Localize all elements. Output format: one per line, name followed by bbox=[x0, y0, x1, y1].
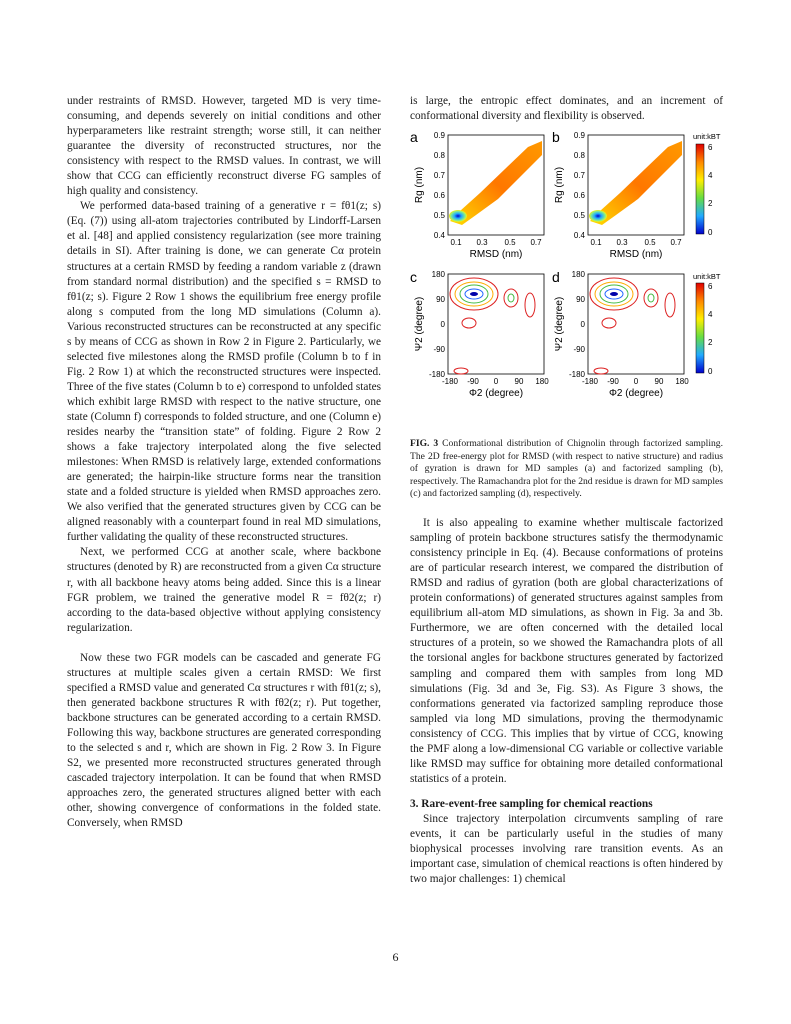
tick: 0 bbox=[708, 228, 713, 238]
tick: 0.3 bbox=[476, 238, 488, 248]
panel-d-y-ticks bbox=[569, 270, 586, 379]
panel-a-x-ticks bbox=[450, 238, 542, 247]
panel-c-y-label: Ψ2 (degree) bbox=[414, 296, 425, 352]
tick: 90 bbox=[576, 295, 585, 305]
tick: 4 bbox=[708, 310, 713, 320]
tick: 0.4 bbox=[573, 231, 585, 241]
caption-text: Conformational distribution of Chignolin through factorized sampling. The 2D free-energy plot for RMSD (with respect to native structure) and radius of gyration is drawn for MD samples (a) and factorized sampling (b), respectively. The Ramachandra plot for the 2nd residue is drawn for MD samples (c) and factorized sampling (d), respectively. bbox=[410, 438, 723, 500]
panel-b-y-label: Rg (nm) bbox=[554, 167, 565, 204]
panel-d-y-label: Ψ2 (degree) bbox=[554, 296, 565, 352]
panel-d-plot bbox=[588, 274, 684, 374]
panel-c-y-ticks bbox=[429, 270, 446, 379]
right-paragraph-2: It is also appealing to examine whether multiscale factorized sampling of protein backbone structures satisfy the thermodynamic consistency principle in Eq. (4). Because conformations of proteins are of particular research interest, we compared the distribution of RMSD and radius of gyration (both are global characterizations of protein conformations) of generated structures against samples from equilibrium all-atom MD simulations, as shown in Fig. 3a and 3b. Furthermore, we are often concerned with the detailed local structures of a protein, so we showed the Ramachandra plots of all the torsional angles for backbone structures generated by factorized sampling and compared them with samples from long MD simulations (Fig. 3d and 3e, Fig. S3). As Figure 3 shows, the conformations generated via factorized sampling reproduce those sampled via long MD simulations, proving the thermodynamic consistency of CCG. This implies that by virtue of CCG, knowing the PMF along a low-dimensional CG variable or collective variable like RMSD may suffice for obtaining more detailed conformational statistics of a protein. bbox=[410, 517, 723, 785]
tick: 0.8 bbox=[573, 151, 585, 161]
panel-c-plot bbox=[448, 274, 544, 374]
tick: 2 bbox=[708, 338, 713, 348]
tick: 90 bbox=[514, 377, 524, 387]
tick: 0 bbox=[633, 377, 639, 387]
tick: 0.5 bbox=[433, 211, 445, 221]
tick: 4 bbox=[708, 171, 713, 181]
tick: -90 bbox=[433, 345, 445, 355]
tick: 90 bbox=[436, 295, 445, 305]
tick: 0 bbox=[440, 320, 445, 330]
tick: 6 bbox=[708, 282, 713, 292]
tick: 0.5 bbox=[504, 238, 516, 248]
tick: 0 bbox=[708, 367, 713, 377]
left-paragraph-2: We performed data-based training of a generative r = fθ1(z; s) (Eq. (7)) using all-atom trajectories contributed by Lindorff-Larsen et al. [48] and applied consistency regularization (see more training details in SI). After training is done, we can generate Cα protein structures at a certain RMSD by feeding a random variable z (drawn from standard normal distribution) and the specified s = RMSD to fθ1(z; s). Figure 2 Row 1 shows the equilibrium free energy profile along s computed from the long MD simulations (Column a). Various reconstructed structures can be reconstructed at any specific s by means of CCG as shown in Row 2 in Figure 2. Particularly, we selected five milestones along the RMSD profile (Column b to f in Fig. 2 Row 1) at which the reconstructed structures were inspected. Three of the five states (Column b to e) correspond to unfolded states which exhibit large RMSD with respect to the native structure, one state (Column f) corresponds to folded structure, and one (Column e) resides nearby the “transition state” of folding. Figure 2 Row 2 shows a fake trajectory interpolated along the five selected milestones: When RMSD is relatively large, extended conformations are generated; the hairpin-like structure forms near the transition state and a folded structure is yielded when RMSD approaches zero. We also verified that the generated structures given by CCG can be aligned reasonably with a counterpart found in real MD simulations, further validating the quality of these reconstructed structures. bbox=[67, 200, 381, 544]
panel-c-x-label: Φ2 (degree) bbox=[468, 388, 524, 400]
tick: -90 bbox=[573, 345, 585, 355]
tick: 0.4 bbox=[433, 231, 445, 241]
tick: 0.7 bbox=[573, 171, 585, 181]
tick: 0.1 bbox=[450, 238, 462, 248]
colorbar-unit-top: unit:kBT bbox=[693, 132, 721, 142]
left-column bbox=[67, 94, 381, 831]
panel-label-d: d bbox=[552, 269, 560, 286]
right-paragraph-3: Since trajectory interpolation circumvents sampling of rare events, it can be particularly useful in the studies of many biophysical processes involving rare transition events. As an important case, simulation of chemical reactions is often hindered by two major challenges: 1) chemical bbox=[410, 812, 723, 886]
right-column bbox=[410, 94, 723, 887]
right-paragraph-1: is large, the entropic effect dominates, and an increment of conformational diversity and flexibility is observed. bbox=[410, 95, 723, 123]
panel-label-c: c bbox=[410, 269, 417, 286]
tick: 6 bbox=[708, 143, 713, 153]
section-title: 3. Rare-event-free sampling for chemical reactions bbox=[410, 797, 653, 810]
panel-a-x-label: RMSD (nm) bbox=[469, 249, 523, 261]
tick: 90 bbox=[654, 377, 664, 387]
colorbar-bottom bbox=[696, 283, 704, 373]
panel-b-x-label: RMSD (nm) bbox=[609, 249, 663, 261]
colorbar-unit-bottom: unit:kBT bbox=[693, 272, 721, 282]
left-paragraph-3: Next, we performed CCG at another scale, where backbone structures (denoted by R) are reconstructed from a given Cα structure r, with all backbone heavy atoms being added. Since this is a linear FGR problem, we trained the generative model R = fθ2(z; r) according to the data-based objective without applying consistency regularization. bbox=[67, 546, 381, 634]
panel-b-y-ticks bbox=[574, 131, 586, 240]
panel-label-a: a bbox=[410, 131, 418, 146]
tick: 0.7 bbox=[670, 238, 682, 248]
tick: 0.9 bbox=[573, 131, 585, 141]
colorbar-top-ticks bbox=[708, 143, 713, 237]
figure-3 bbox=[410, 131, 723, 436]
tick: -180 bbox=[428, 370, 445, 380]
caption-label: FIG. 3 bbox=[410, 438, 439, 450]
tick: 0.6 bbox=[573, 191, 585, 201]
panel-b-x-ticks bbox=[590, 238, 682, 247]
tick: 180 bbox=[675, 377, 689, 387]
tick: 0.7 bbox=[433, 171, 445, 181]
tick: 0 bbox=[493, 377, 499, 387]
panel-d-x-label: Φ2 (degree) bbox=[608, 388, 664, 400]
panel-b-plot bbox=[588, 135, 684, 235]
tick: -180 bbox=[441, 377, 459, 387]
left-paragraph-4: Now these two FGR models can be cascaded and generate FG structures at multiple scales given a certain RMSD: We first specified a RMSD value and generated Cα structures r with fθ1(z; s), then generated backbone structures R with fθ2(z; r). Put together, backbone structures can be generated according to a certain RMSD. Following this way, backbone structures are generated corresponding to the selected s and r, which are shown in Fig. 2 Row 3. In Figure S2, we presented more reconstructed structures generated through cascaded trajectory interpolation. It can be found that when RMSD approaches zero, the generated structures aligned better with each other, showing convergence of conformations in the folded state. Conversely, when RMSD bbox=[67, 651, 381, 830]
figure-3-caption bbox=[410, 438, 723, 501]
panel-a-plot bbox=[448, 135, 544, 235]
figure-3-graphic bbox=[410, 131, 723, 436]
tick: 0 bbox=[580, 320, 585, 330]
tick: -180 bbox=[581, 377, 599, 387]
tick: 0.5 bbox=[644, 238, 656, 248]
panel-label-b: b bbox=[552, 131, 560, 146]
tick: 180 bbox=[535, 377, 549, 387]
tick: 0.7 bbox=[530, 238, 542, 248]
tick: 180 bbox=[571, 270, 585, 280]
tick: -180 bbox=[568, 370, 585, 380]
left-paragraph-1: under restraints of RMSD. However, targeted MD is very time-consuming, and depends severely on initial conditions and other hyperparameters like restraint strength; worse still, it can neither guarantee the diversity of reconstructed structures, nor the consistency with respect to the RMSD values. In contrast, we will show that CCG can efficiently reconstruct diverse FG samples of high quality and consistency. bbox=[67, 95, 381, 198]
panel-d-x-ticks bbox=[582, 377, 689, 386]
tick: 180 bbox=[431, 270, 445, 280]
tick: 0.8 bbox=[433, 151, 445, 161]
tick: -90 bbox=[467, 377, 479, 387]
tick: 2 bbox=[708, 199, 713, 209]
tick: 0.5 bbox=[573, 211, 585, 221]
tick: 0.9 bbox=[433, 131, 445, 141]
tick: -90 bbox=[607, 377, 619, 387]
panel-a-y-label: Rg (nm) bbox=[414, 167, 425, 204]
colorbar-bottom-ticks bbox=[708, 282, 713, 376]
page-number: 6 bbox=[392, 950, 399, 964]
tick: 0.1 bbox=[590, 238, 602, 248]
tick: 0.3 bbox=[616, 238, 628, 248]
panel-c-x-ticks bbox=[442, 377, 549, 386]
colorbar-top bbox=[696, 144, 704, 234]
panel-a-y-ticks bbox=[434, 131, 446, 240]
tick: 0.6 bbox=[433, 191, 445, 201]
